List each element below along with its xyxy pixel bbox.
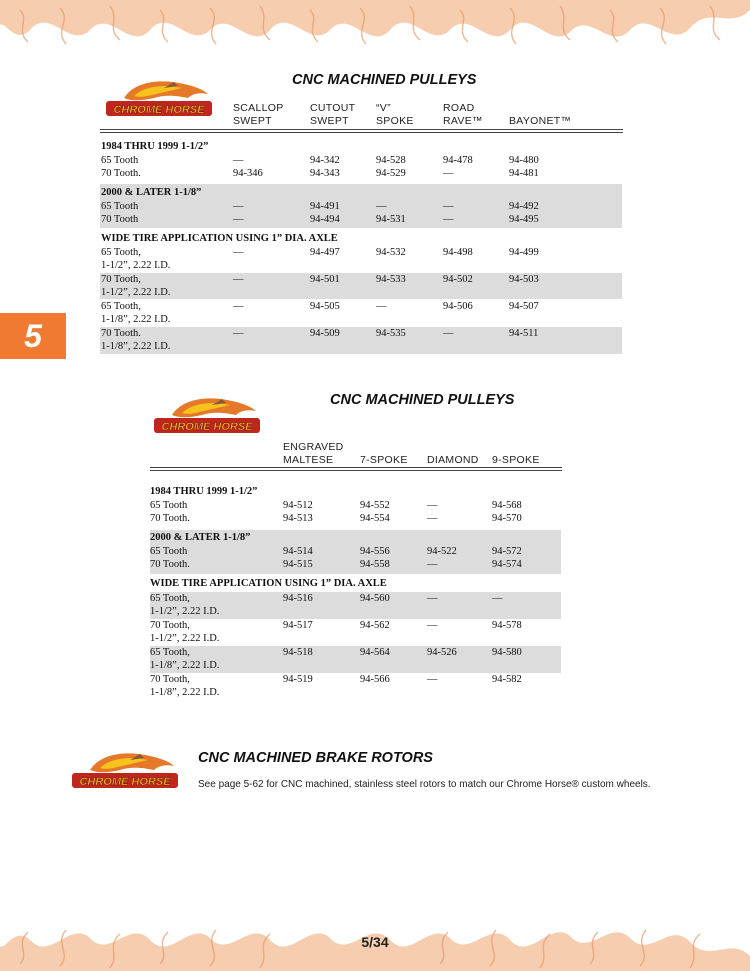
group-heading: WIDE TIRE APPLICATION USING 1” DIA. AXLE (101, 233, 338, 244)
part-number-cell: 94-564 (360, 647, 390, 658)
row-label: 1-1/8”, 2.22 I.D. (150, 660, 220, 671)
part-number-cell: 94-499 (509, 247, 539, 258)
part-number-cell: 94-346 (233, 168, 263, 179)
row-label: 65 Tooth (101, 201, 139, 212)
part-number-cell: 94-503 (509, 274, 539, 285)
column-header (443, 102, 483, 128)
part-number-cell: 94-531 (376, 214, 406, 225)
row-label: 1-1/8”, 2.22 I.D. (101, 314, 171, 325)
logo-text: CHROME HORSE (113, 104, 205, 116)
column-header (376, 102, 414, 128)
part-number-cell: — (233, 247, 244, 258)
column-header-line: SWEPT (233, 115, 272, 127)
part-number-cell: 94-515 (283, 559, 313, 570)
row-label: 1-1/2”, 2.22 I.D. (101, 260, 171, 271)
logo-text: CHROME HORSE (79, 776, 171, 788)
part-number-cell: 94-566 (360, 674, 390, 685)
part-number-cell: — (376, 301, 387, 312)
part-number-cell: — (427, 500, 438, 511)
header-rule (150, 467, 562, 471)
part-number-cell: — (233, 155, 244, 166)
part-number-cell: 94-554 (360, 513, 390, 524)
part-number-cell: 94-518 (283, 647, 313, 658)
column-header (492, 441, 540, 467)
part-number-cell: 94-558 (360, 559, 390, 570)
row-label: 65 Tooth (101, 155, 139, 166)
row-label: 1-1/8”, 2.22 I.D. (150, 687, 220, 698)
column-header-line: BAYONET™ (509, 115, 572, 127)
row-label: 70 Tooth, (101, 274, 141, 285)
part-number-cell: 94-526 (427, 647, 457, 658)
column-header-line: 9-SPOKE (492, 454, 540, 466)
part-number-cell: 94-478 (443, 155, 473, 166)
row-label: 65 Tooth, (101, 247, 141, 258)
part-number-cell: — (427, 593, 438, 604)
chrome-horse-logo (104, 76, 214, 118)
row-label: 1-1/2”, 2.22 I.D. (101, 287, 171, 298)
column-header (310, 102, 355, 128)
part-number-cell: 94-582 (492, 674, 522, 685)
part-number-cell: 94-570 (492, 513, 522, 524)
part-number-cell: 94-506 (443, 301, 473, 312)
part-number-cell: — (427, 674, 438, 685)
row-label: 65 Tooth (150, 500, 188, 511)
part-number-cell: 94-528 (376, 155, 406, 166)
part-number-cell: 94-574 (492, 559, 522, 570)
part-number-cell: — (233, 274, 244, 285)
part-number-cell: — (376, 201, 387, 212)
group-heading: 2000 & LATER 1-1/8” (101, 187, 202, 198)
column-header (427, 441, 479, 467)
column-header-line: DIAMOND (427, 454, 479, 466)
row-band (100, 327, 622, 354)
column-header-line (427, 441, 479, 454)
chrome-horse-logo (70, 748, 180, 790)
part-number-cell: — (233, 328, 244, 339)
part-number-cell: 94-497 (310, 247, 340, 258)
row-label: 65 Tooth, (101, 301, 141, 312)
column-header-line: CUTOUT (310, 102, 356, 114)
group-heading: 1984 THRU 1999 1-1/2” (101, 141, 209, 152)
row-label: 65 Tooth (150, 546, 188, 557)
group-heading: 2000 & LATER 1-1/8” (150, 532, 251, 543)
row-label: 70 Tooth, (150, 674, 190, 685)
part-number-cell: — (443, 168, 454, 179)
part-number-cell: 94-481 (509, 168, 539, 179)
part-number-cell: 94-519 (283, 674, 313, 685)
column-header-line: SCALLOP (233, 102, 284, 114)
column-header (360, 441, 408, 467)
table1-title: CNC MACHINED PULLEYS (292, 72, 477, 88)
part-number-cell: 94-514 (283, 546, 313, 557)
part-number-cell: 94-509 (310, 328, 340, 339)
part-number-cell: 94-533 (376, 274, 406, 285)
part-number-cell: 94-342 (310, 155, 340, 166)
part-number-cell: 94-507 (509, 301, 539, 312)
column-header-line: ENGRAVED (283, 441, 344, 453)
part-number-cell: 94-513 (283, 513, 313, 524)
part-number-cell: — (443, 201, 454, 212)
part-number-cell: 94-562 (360, 620, 390, 631)
part-number-cell: 94-522 (427, 546, 457, 557)
part-number-cell: 94-495 (509, 214, 539, 225)
part-number-cell: — (233, 214, 244, 225)
part-number-cell: 94-494 (310, 214, 340, 225)
row-label: 1-1/2”, 2.22 I.D. (150, 606, 220, 617)
table2-title: CNC MACHINED PULLEYS (330, 392, 515, 408)
group-heading: 1984 THRU 1999 1-1/2” (150, 486, 258, 497)
row-label: 70 Tooth. (101, 328, 141, 339)
column-header-line: “V” (376, 102, 391, 114)
row-label: 65 Tooth, (150, 593, 190, 604)
chrome-horse-logo (152, 393, 262, 435)
part-number-cell: — (427, 513, 438, 524)
part-number-cell: 94-480 (509, 155, 539, 166)
part-number-cell: — (443, 328, 454, 339)
part-number-cell: 94-578 (492, 620, 522, 631)
part-number-cell: 94-517 (283, 620, 313, 631)
part-number-cell: 94-552 (360, 500, 390, 511)
rotors-note: See page 5-62 for CNC machined, stainless steel rotors to match our Chrome Horse® custom wheels. (198, 779, 651, 790)
part-number-cell: 94-556 (360, 546, 390, 557)
part-number-cell: 94-491 (310, 201, 340, 212)
row-label: 65 Tooth, (150, 647, 190, 658)
row-label: 70 Tooth. (150, 559, 190, 570)
column-header-line: SWEPT (310, 115, 349, 127)
part-number-cell: 94-532 (376, 247, 406, 258)
part-number-cell: 94-535 (376, 328, 406, 339)
logo-text: CHROME HORSE (161, 421, 253, 433)
row-label: 70 Tooth. (101, 168, 141, 179)
part-number-cell: 94-529 (376, 168, 406, 179)
part-number-cell: 94-492 (509, 201, 539, 212)
part-number-cell: 94-568 (492, 500, 522, 511)
column-header-line (360, 441, 408, 454)
part-number-cell: 94-580 (492, 647, 522, 658)
column-header (283, 441, 344, 467)
rotors-title: CNC MACHINED BRAKE ROTORS (198, 750, 433, 766)
part-number-cell: — (233, 301, 244, 312)
chapter-tab: 5 (0, 313, 66, 359)
column-header-line: MALTESE (283, 454, 334, 466)
row-label: 1-1/8”, 2.22 I.D. (101, 341, 171, 352)
row-label: 1-1/2”, 2.22 I.D. (150, 633, 220, 644)
part-number-cell: — (233, 201, 244, 212)
part-number-cell: 94-501 (310, 274, 340, 285)
part-number-cell: 94-505 (310, 301, 340, 312)
part-number-cell: — (427, 620, 438, 631)
part-number-cell: 94-572 (492, 546, 522, 557)
part-number-cell: 94-516 (283, 593, 313, 604)
column-header (233, 102, 284, 128)
part-number-cell: 94-502 (443, 274, 473, 285)
column-header-line: RAVE™ (443, 115, 483, 127)
part-number-cell: 94-498 (443, 247, 473, 258)
column-header-line: SPOKE (376, 115, 414, 127)
part-number-cell: 94-560 (360, 593, 390, 604)
part-number-cell: — (443, 214, 454, 225)
part-number-cell: — (492, 593, 503, 604)
row-label: 70 Tooth (101, 214, 139, 225)
flame-border-top (0, 0, 750, 55)
part-number-cell: 94-343 (310, 168, 340, 179)
header-rule (100, 129, 623, 133)
part-number-cell: — (427, 559, 438, 570)
column-header (509, 102, 571, 128)
column-header-line: 7-SPOKE (360, 454, 408, 466)
part-number-cell: 94-511 (509, 328, 539, 339)
column-header-line (492, 441, 540, 454)
column-header-line (509, 102, 571, 115)
row-band (100, 273, 622, 299)
column-header-line: ROAD (443, 102, 475, 114)
part-number-cell: 94-512 (283, 500, 313, 511)
group-heading: WIDE TIRE APPLICATION USING 1” DIA. AXLE (150, 578, 387, 589)
row-label: 70 Tooth. (150, 513, 190, 524)
row-label: 70 Tooth, (150, 620, 190, 631)
page-number: 5/34 (361, 934, 389, 950)
